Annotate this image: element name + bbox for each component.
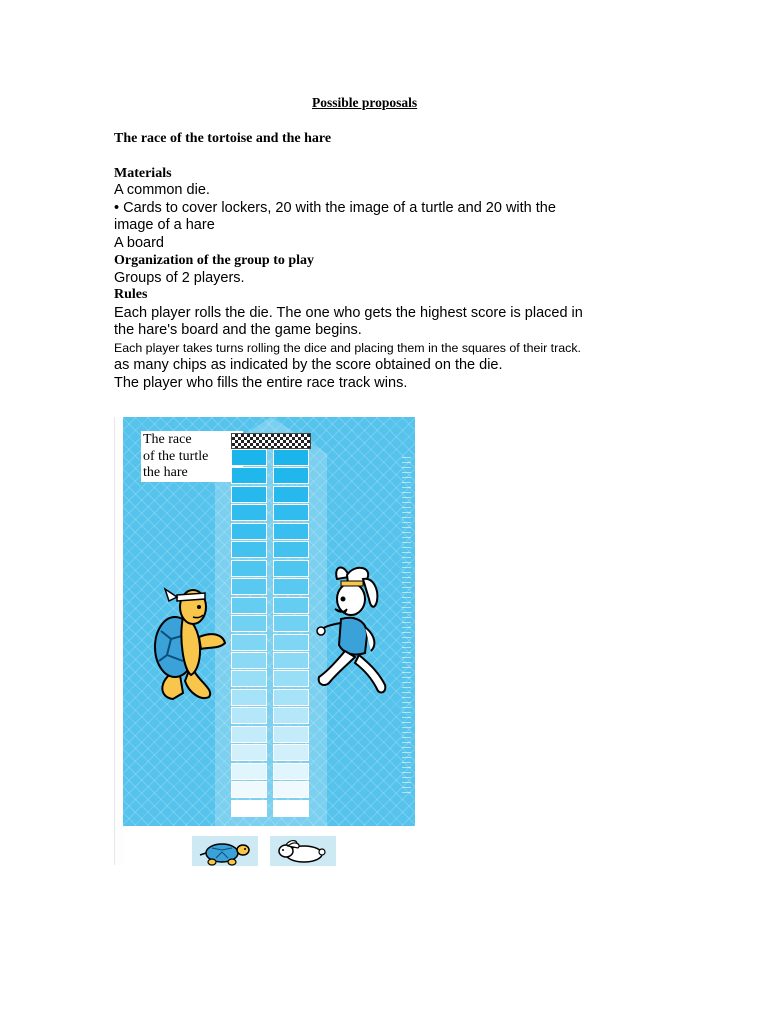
hare-illustration [315, 565, 403, 700]
hare-track-square [273, 634, 309, 651]
turtle-track-square [231, 744, 267, 761]
turtle-token [192, 836, 258, 866]
turtle-track-square [231, 467, 267, 484]
turtle-track-square [231, 726, 267, 743]
organization-line: Groups of 2 players. [114, 270, 245, 286]
rules-line: the hare's board and the game begins. [114, 322, 362, 338]
hare-track-square [273, 726, 309, 743]
turtle-icon [192, 836, 258, 866]
hare-token [270, 836, 336, 866]
turtle-track-square [231, 560, 267, 577]
materials-line: image of a hare [114, 217, 215, 233]
rules-line: Each player rolls the die. The one who gets the highest score is placed in [114, 305, 583, 321]
rules-line: Each player takes turns rolling the dice and placing them in the squares of their track. [114, 341, 581, 355]
turtle-track-square [231, 523, 267, 540]
hare-track-square [273, 597, 309, 614]
tortoise-illustration [139, 577, 235, 702]
finish-line [231, 433, 311, 449]
materials-line: A board [114, 235, 164, 251]
turtle-track-square [231, 652, 267, 669]
turtle-track-square [231, 541, 267, 558]
turtle-track-square [231, 634, 267, 651]
hare-track-square [273, 744, 309, 761]
turtle-track-square [231, 597, 267, 614]
organization-heading: Organization of the group to play [114, 253, 315, 268]
materials-line: A common die. [114, 182, 210, 198]
hare-track-square [273, 504, 309, 521]
turtle-track-square [231, 504, 267, 521]
hare-track-square [273, 800, 309, 817]
board-label-line: of the turtle [143, 448, 209, 464]
game-title: The race of the tortoise and the hare [114, 131, 332, 146]
hare-track-square [273, 467, 309, 484]
board-label-line: the hare [143, 465, 188, 480]
document-title: Possible proposals [312, 95, 418, 110]
turtle-track-square [231, 763, 267, 780]
hare-track-square [273, 763, 309, 780]
hare-track-square [273, 652, 309, 669]
hare-track-square [273, 689, 309, 706]
hare-track-square [273, 707, 309, 724]
hare-track-square [273, 578, 309, 595]
rules-line: The player who fills the entire race track wins. [114, 375, 408, 391]
turtle-track-square [231, 578, 267, 595]
turtle-track-square [231, 449, 267, 466]
turtle-track-square [231, 670, 267, 687]
hare-icon [270, 836, 336, 866]
hare-track-square [273, 541, 309, 558]
hare-track-square [273, 670, 309, 687]
rules-line: as many chips as indicated by the score obtained on the die. [114, 357, 503, 373]
hare-track-square [273, 523, 309, 540]
hare-track-square [273, 486, 309, 503]
turtle-track-square [231, 615, 267, 632]
hare-track-square [273, 615, 309, 632]
board-label-line: The race [143, 432, 192, 447]
board-ruler [402, 457, 411, 797]
turtle-track-square [231, 800, 267, 817]
hare-track-square [273, 449, 309, 466]
turtle-track-square [231, 707, 267, 724]
turtle-track-square [231, 781, 267, 798]
game-board [123, 417, 415, 826]
turtle-track-square [231, 486, 267, 503]
materials-line: • Cards to cover lockers, 20 with the image of a turtle and 20 with the [114, 200, 556, 216]
turtle-track-square [231, 689, 267, 706]
materials-heading: Materials [114, 166, 172, 181]
board-label [141, 431, 243, 482]
hare-track-square [273, 781, 309, 798]
hare-track-square [273, 560, 309, 577]
rules-heading: Rules [114, 287, 148, 302]
